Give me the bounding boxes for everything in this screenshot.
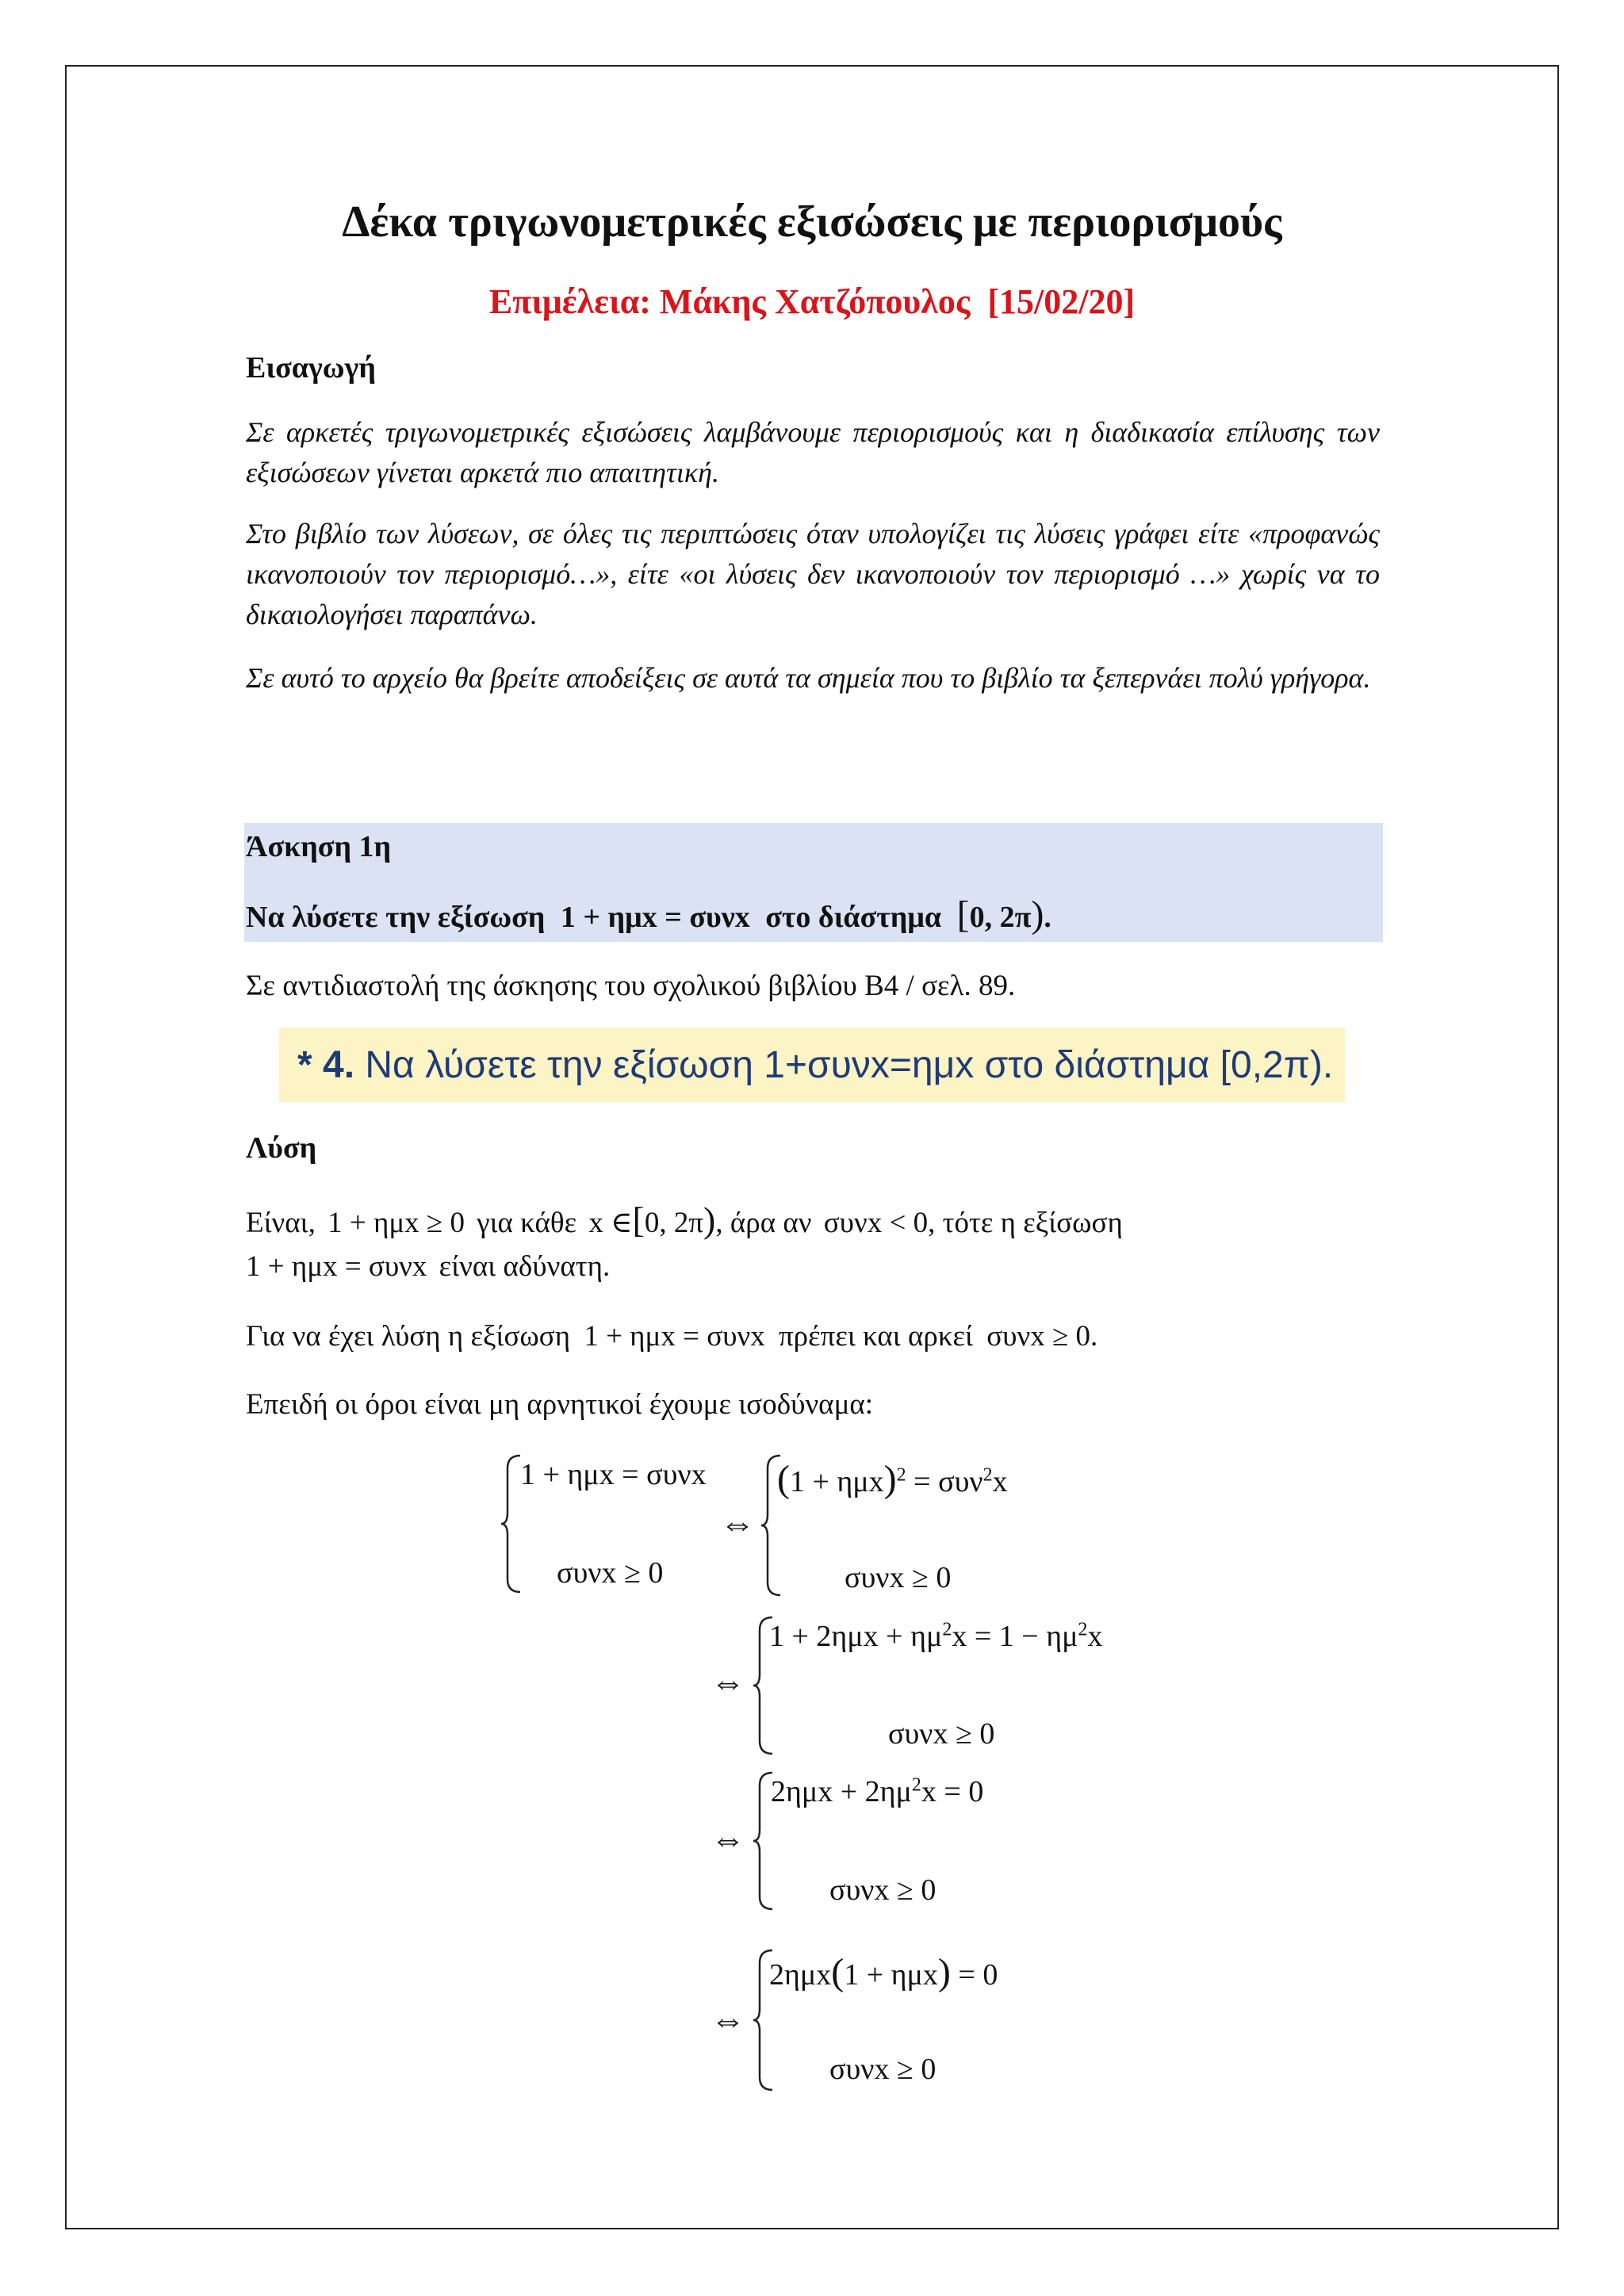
exercise-statement: Να λύσετε την εξίσωση 1 + ημx = συνx στο διάστημα [0, 2π). xyxy=(246,894,1051,936)
equivalence-symbol: ⇔ xyxy=(710,1820,745,1858)
solution-line-3: Για να έχει λύση η εξίσωση 1 + ημx = συνx πρέπει και αρκεί συνx ≥ 0. xyxy=(246,1320,1098,1353)
book-exercise-number: * 4. xyxy=(297,1044,355,1086)
system-3-constraint: συνx ≥ 0 xyxy=(888,1717,995,1751)
system-5-constraint: συνx ≥ 0 xyxy=(829,2053,936,2086)
intro-paragraph-1: Σε αρκετές τριγωνομετρικές εξισώσεις λαμβάνουμε περιορισμούς και η διαδικασία επίλυσης των εξισώσεων γίνεται αρκετά πιο απαιτητική. xyxy=(246,416,1380,488)
system-3-equation: $1 + 2\eta\mu x + \eta\mu^2x = 1 - \eta\mu^2x$ xyxy=(769,1619,1103,1653)
system-2-constraint: συνx ≥ 0 xyxy=(845,1561,952,1594)
equivalence-symbol: ⇔ xyxy=(720,1504,755,1543)
document-subtitle: Επιμέλεια: Μάκης Χατζόπουλος [15/02/20] xyxy=(488,282,1136,321)
book-exercise-text: Να λύσετε την εξίσωση 1+συνx=ημx στο διάστημα [0,2π). xyxy=(365,1044,1334,1086)
system-2-equation: $(1 + \eta\mu x)^2 = \sigma\upsilon\nu^2x$ xyxy=(777,1458,1008,1500)
book-excerpt xyxy=(297,1043,1333,1087)
system-1-constraint: συνx ≥ 0 xyxy=(557,1556,664,1590)
exercise-equation: 1 + ημx = συνx xyxy=(560,901,750,934)
intro-paragraph-2: Στο βιβλίο των λύσεων, σε όλες τις περιπτώσεις όταν υπολογίζει τις λύσεις γράφει είτε «προφανώς ικανοποιούν τον περιορισμό…», είτε «οι λύσεις δεν ικανοποιούν τον περιορισμό …» χωρίς να το δικαιολογήσει παραπάνω. xyxy=(246,518,1380,630)
exercise-heading: Άσκηση 1η xyxy=(246,830,392,863)
solution-line-2: 1 + ημx = συνx είναι αδύνατη. xyxy=(246,1250,611,1283)
equivalence-symbol: ⇔ xyxy=(710,1663,745,1701)
system-5-equation: 2ημx(1 + ημx) = 0 xyxy=(769,1951,998,1993)
solution-line-4: Επειδή οι όροι είναι μη αρνητικοί έχουμε ισοδύναμα: xyxy=(246,1388,874,1421)
contrast-note: Σε αντιδιαστολή της άσκησης του σχολικού βιβλίου Β4 / σελ. 89. xyxy=(246,970,1016,1002)
system-1-equation: 1 + ημx = συνx xyxy=(520,1458,707,1491)
exercise-statement-prefix: Να λύσετε την εξίσωση xyxy=(246,901,546,934)
exercise-interval: 0, 2π xyxy=(969,901,1032,934)
equivalence-symbol: ⇔ xyxy=(710,2000,745,2039)
system-4-equation: $2\eta\mu x + 2\eta\mu^2x = 0$ xyxy=(771,1774,984,1808)
solution-heading: Λύση xyxy=(246,1131,317,1165)
system-4-constraint: συνx ≥ 0 xyxy=(829,1873,936,1907)
intro-paragraph-3: Σε αυτό το αρχείο θα βρείτε αποδείξεις σε αυτά τα σημεία που το βιβλίο τα ξεπερνάει πολύ γρήγορα. xyxy=(246,662,1371,694)
document-title: Δέκα τριγωνομετρικές εξισώσεις με περιορισμούς xyxy=(342,197,1282,247)
exercise-statement-mid: στο διάστημα xyxy=(765,901,942,934)
intro-heading: Εισαγωγή xyxy=(246,351,376,385)
solution-line-1: Είναι, 1 + ημx ≥ 0 για κάθε x ∈[0, 2π), άρα αν συνx < 0, τότε η εξίσωση xyxy=(246,1200,1123,1240)
